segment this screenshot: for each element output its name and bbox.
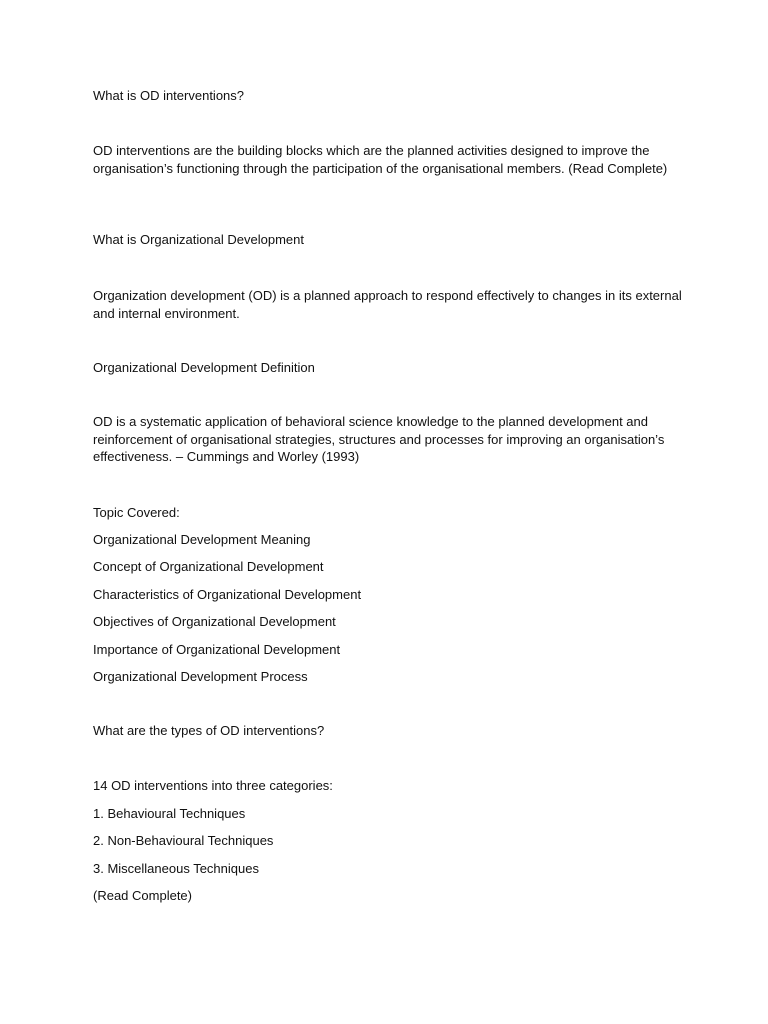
topic-item: Objectives of Organizational Development bbox=[93, 614, 336, 629]
topic-item: Organizational Development Meaning bbox=[93, 532, 311, 547]
type-item: 1. Behavioural Techniques bbox=[93, 806, 246, 821]
question-organizational-development: What is Organizational Development bbox=[93, 232, 304, 247]
topic-item: Importance of Organizational Development bbox=[93, 642, 341, 657]
types-intro: 14 OD interventions into three categories: bbox=[93, 778, 333, 793]
read-complete-text: (Read Complete) bbox=[93, 888, 192, 903]
topic-item: Characteristics of Organizational Development bbox=[93, 587, 362, 602]
topic-item: Organizational Development Process bbox=[93, 669, 308, 684]
topics-heading: Topic Covered: bbox=[93, 505, 180, 520]
topic-item: Concept of Organizational Development bbox=[93, 559, 324, 574]
type-item: 2. Non-Behavioural Techniques bbox=[93, 833, 274, 848]
answer-organizational-development: Organization development (OD) is a planned approach to respond effectively to changes in its external and internal environment. bbox=[93, 288, 682, 321]
od-definition-text: OD is a systematic application of behavioral science knowledge to the planned development and reinforcement of organisational strategies, structures and processes for improving an organisation’s effectiveness. – Cummings and Worley (1993) bbox=[93, 414, 665, 464]
answer-od-interventions: OD interventions are the building blocks which are the planned activities designed to improve the organisation’s functioning through the participation of the organisational members. (Read Complete) bbox=[93, 143, 668, 176]
question-od-interventions: What is OD interventions? bbox=[93, 88, 245, 103]
heading-od-definition: Organizational Development Definition bbox=[93, 360, 315, 375]
type-item: 3. Miscellaneous Techniques bbox=[93, 861, 259, 876]
question-types-od-interventions: What are the types of OD interventions? bbox=[93, 723, 325, 738]
